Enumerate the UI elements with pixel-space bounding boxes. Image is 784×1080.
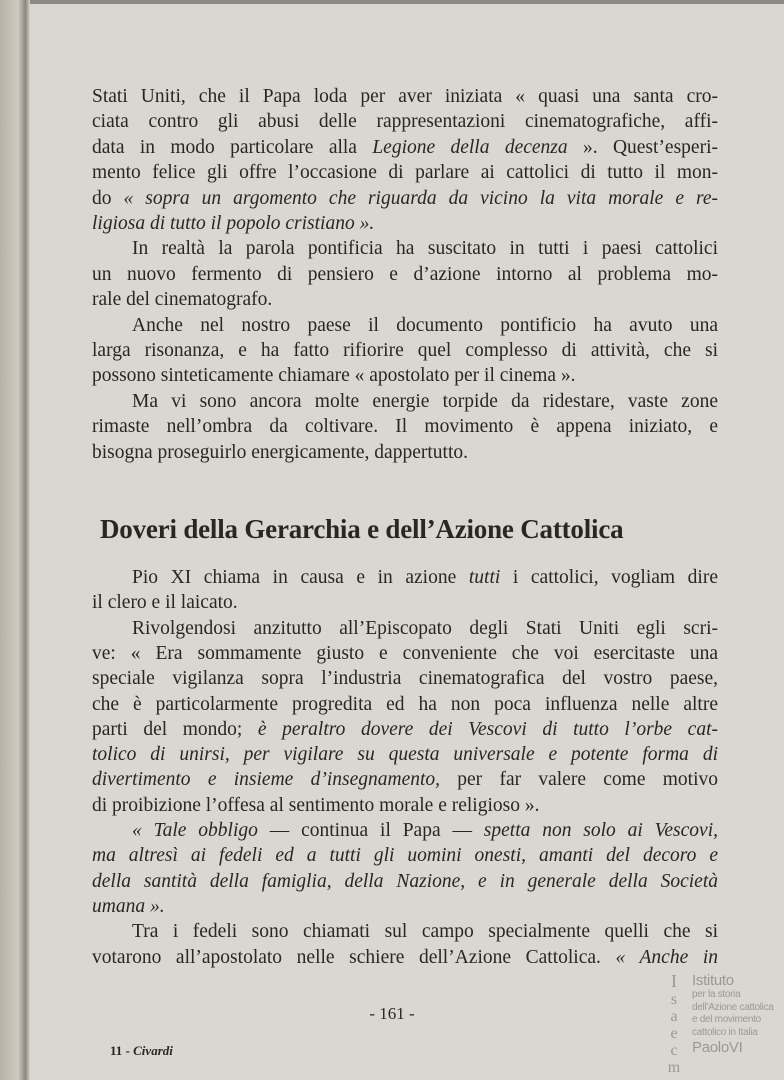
logo-letter: m	[667, 1059, 681, 1076]
text-segment: Tra i fedeli sono chiamati sul campo specialmente quelli che si	[132, 921, 718, 943]
italic-text: « sopra un argomento che riguarda da vicino la vita morale e re-	[123, 187, 718, 209]
institute-watermark-logo	[658, 972, 780, 1076]
text-line	[92, 440, 718, 465]
text-line	[92, 84, 718, 109]
text-line	[92, 135, 718, 160]
text-segment: Stati Uniti, che il Papa loda per aver iniziata « quasi una santa cro-	[92, 86, 718, 107]
italic-text: divertimento e insieme d’insegnamento,	[92, 769, 441, 791]
italic-text: « Tale obbligo	[132, 820, 258, 841]
text-line	[132, 616, 718, 641]
text-segment: ». Quest’esperi-	[567, 136, 718, 158]
text-segment: rale del cinematografo.	[92, 289, 273, 311]
text-line	[92, 590, 718, 615]
text-segment: Rivolgendosi anzitutto all’Episcopato degli Stati Uniti egli scri-	[132, 617, 718, 639]
text-line	[92, 338, 718, 363]
page-top-edge	[0, 0, 784, 4]
logo-letter: I	[671, 971, 677, 991]
italic-text: tolico di unirsi, per vigilare su questa universale e potente forma di	[92, 744, 718, 766]
text-line	[92, 186, 718, 211]
text-line	[92, 211, 718, 236]
italic-text: ma altresì ai fedeli ed a tutti gli uomini onesti, amanti del decoro e	[92, 845, 718, 867]
logo-line: per la storia	[692, 989, 741, 1000]
text-segment: votarono all’apostolato nelle schiere dell’Azione Cattolica.	[92, 946, 616, 968]
logo-text	[692, 972, 774, 1056]
text-segment: In realtà la parola pontificia ha suscitato in tutti i paesi cattolici	[132, 238, 718, 260]
text-line	[92, 717, 718, 742]
logo-letter: c	[670, 1042, 678, 1059]
text-segment: un nuovo fermento di pensiero e d’azione intorno al problema mo-	[92, 263, 718, 285]
text-segment: Anche nel nostro paese il documento pontificio ha avuto una	[132, 314, 718, 336]
text-line	[92, 262, 718, 287]
italic-text: della santità della famiglia, della Nazione, e in generale della Società	[92, 870, 718, 892]
signature-name: Civardi	[133, 1043, 173, 1058]
text-line	[92, 692, 718, 717]
text-line	[92, 869, 718, 894]
footer-signature: 11 - Civardi	[110, 1043, 173, 1058]
section-heading: Doveri della Gerarchia e dell’Azione Cattolica	[100, 514, 624, 544]
logo-line: Istituto	[692, 972, 734, 989]
text-segment: data in modo particolare alla	[92, 136, 373, 158]
italic-text: tutti	[468, 567, 501, 588]
signature-number: 11	[110, 1043, 123, 1058]
text-segment: mento felice gli offre l’occasione di parlare ai cattolici di tutto il mon-	[92, 162, 718, 184]
text-line	[132, 313, 718, 338]
text-line	[92, 767, 718, 792]
logo-letter: a	[670, 1008, 678, 1025]
text-line	[132, 389, 718, 414]
logo-line: e del movimento	[692, 1014, 761, 1025]
text-segment: Ma vi sono ancora molte energie torpide da ridestare, vaste zone	[132, 390, 718, 412]
book-gutter	[0, 0, 30, 1080]
logo-letter: s	[670, 991, 678, 1008]
text-segment: possono sinteticamente chiamare « apostolato per il cinema ».	[92, 365, 576, 387]
text-segment: larga risonanza, e ha fatto rifiorire quel complesso di attività, che si	[92, 340, 718, 361]
italic-text: Legione della decenza	[372, 136, 568, 158]
text-line	[132, 565, 718, 590]
logo-monogram	[658, 972, 690, 1076]
logo-line: PaoloVI	[692, 1039, 743, 1056]
logo-letter: e	[670, 1025, 678, 1042]
text-segment: rimaste nell’ombra da coltivare. Il movimento è appena iniziato, e	[92, 416, 718, 438]
text-line	[92, 641, 718, 666]
page-number: - 161 -	[369, 1004, 415, 1023]
text-line	[92, 287, 718, 312]
text-line	[92, 666, 718, 691]
italic-text: spetta non solo ai Vescovi,	[483, 820, 718, 841]
text-line	[92, 160, 718, 185]
italic-text: è peraltro dovere dei Vescovi di tutto l’orbe cat-	[257, 718, 718, 740]
text-segment: i cattolici, vogliam dire	[500, 567, 718, 588]
text-line	[132, 236, 718, 261]
text-line	[92, 742, 718, 767]
text-segment: do	[92, 187, 124, 209]
text-segment: per far valere come motivo	[440, 769, 718, 791]
text-segment: ve: « Era sommamente giusto e conveniente che voi esercitaste una	[92, 642, 718, 664]
text-segment: parti del mondo;	[92, 718, 258, 740]
text-segment: Pio XI chiama in causa e in azione	[132, 567, 469, 588]
text-line	[92, 843, 718, 868]
text-segment: di proibizione l’offesa al sentimento morale e religioso ».	[92, 794, 540, 816]
italic-text: umana ».	[92, 895, 165, 917]
text-line	[132, 919, 718, 944]
text-line	[92, 894, 718, 919]
text-segment: il clero e il laicato.	[92, 592, 238, 614]
text-segment: che è particolarmente progredita ed ha non poca influenza nelle altre	[92, 693, 718, 715]
text-segment: bisogna proseguirlo energicamente, dappertutto.	[92, 441, 468, 463]
text-line	[92, 109, 718, 134]
text-line	[92, 793, 718, 818]
logo-line: cattolico in Italia	[692, 1026, 758, 1038]
text-segment: speciale vigilanza sopra l’industria cinematografica del vostro paese,	[92, 668, 718, 690]
text-line	[92, 363, 718, 388]
logo-line: dell’Azione cattolica	[692, 1001, 774, 1013]
text-line	[92, 414, 718, 439]
italic-text: ligiosa di tutto il popolo cristiano ».	[92, 213, 375, 234]
text-segment: ciata contro gli abusi delle rappresentazioni cinematografiche, affi-	[92, 111, 718, 133]
text-line	[92, 945, 718, 970]
text-segment: — continua il Papa —	[257, 820, 484, 841]
text-line	[132, 818, 718, 843]
italic-text: « Anche in	[615, 946, 718, 968]
